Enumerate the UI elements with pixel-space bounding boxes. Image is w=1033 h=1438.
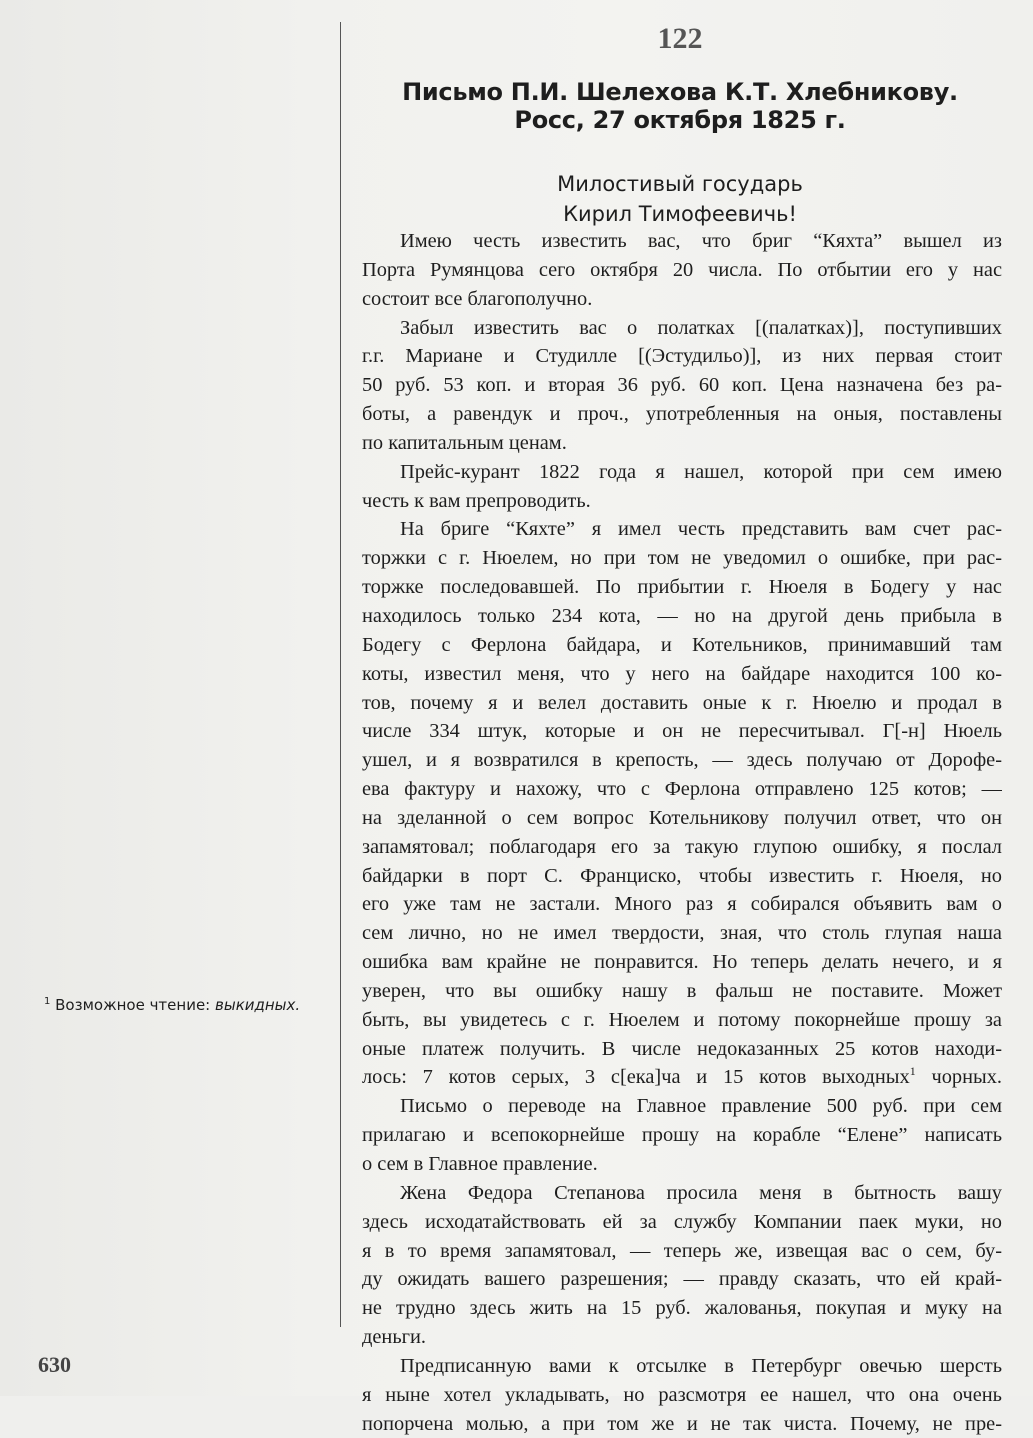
text-line xyxy=(362,1150,1002,1179)
text-line xyxy=(362,948,1002,977)
text-line-content: быть, вы увидетесь с г. Нюелем и потому покорнейше прошу за xyxy=(362,1008,1002,1031)
text-line-content: байдарки в порт С. Франциско, чтобы известить г. Нюеля, но xyxy=(362,864,1002,887)
text-line xyxy=(362,429,1002,458)
text-line xyxy=(362,256,1002,285)
text-line-content: Жена Федора Степанова просила меня в бытность вашу xyxy=(400,1181,1002,1204)
letter-body xyxy=(362,227,1002,1438)
footnote-text: Возможное чтение: xyxy=(50,996,216,1014)
document-number: 122 xyxy=(657,22,703,55)
text-line-content: Предписанную вами к отсылке в Петербург овечью шерсть xyxy=(400,1354,1002,1377)
text-line-content: находилось только 234 кота, — но на другой день прибыла в xyxy=(362,604,1002,627)
text-line xyxy=(362,342,1002,371)
text-line-content: о сем в Главное правление. xyxy=(362,1153,598,1175)
text-line xyxy=(362,458,1002,487)
text-line-content: попорчена молью, а при том же и не так чиста. Почему, не пре- xyxy=(362,1412,1002,1435)
text-line xyxy=(362,862,1002,891)
text-line-content: коты, известил меня, что у него на байдаре находится 100 ко- xyxy=(362,662,1002,685)
footnote xyxy=(44,992,334,1015)
text-line-content: уверен, что вы ошибку нашу в фальш не поставите. Может xyxy=(362,979,1002,1002)
text-line xyxy=(362,1294,1002,1323)
text-line-content: на зделанной о сем вопрос Котельникову получил ответ, что он xyxy=(362,806,1002,829)
text-line-content: сем лично, но не имел твердости, зная, что столь глупая наша xyxy=(362,922,1002,945)
text-line-content: прилагаю и всепокорнейше прошу на корабле “Елене” написать xyxy=(362,1124,1002,1147)
text-line-content: числе 334 штук, которые и он не пересчитывал. Г[-н] Нюель xyxy=(362,720,1002,743)
text-line-content: Письмо о переводе на Главное правление 500 руб. при сем xyxy=(400,1095,1002,1118)
text-line xyxy=(362,1006,1002,1035)
text-line-content: ушел, и я возвратился в крепость, — здесь получаю от Дорофе- xyxy=(362,749,1002,772)
text-line xyxy=(362,1381,1002,1410)
text-line-content: Прейс-курант 1822 года я нашел, которой при сем имею xyxy=(400,460,1002,483)
text-line-content: ева фактуру и нахожу, что с Ферлона отправлено 125 котов; — xyxy=(362,778,1002,801)
text-line xyxy=(362,775,1002,804)
text-line-content: г.г. Мариане и Студилле [(Эстудильо)], из них первая стоит xyxy=(362,345,1002,368)
text-line xyxy=(362,660,1002,689)
title-line-1: Письмо П.И. Шелехова К.Т. Хлебникову. xyxy=(402,78,958,106)
text-line-content: торжке последовавшей. По прибытии г. Нюеля в Бодегу у нас xyxy=(362,576,1002,599)
text-line-content: На бриге “Кяхте” я имел честь представить вам счет рас- xyxy=(400,518,1002,541)
column-rule xyxy=(340,22,341,1327)
text-line xyxy=(362,804,1002,833)
text-line-content: 50 руб. 53 коп. и вторая 36 руб. 60 коп. Цена назначена без ра- xyxy=(362,374,1002,397)
text-line-content: деньги. xyxy=(362,1326,427,1349)
text-line xyxy=(362,919,1002,948)
text-line-content: боты, а равендук и проч., употребленныя на оныя, поставлены xyxy=(362,403,1002,426)
text-line xyxy=(362,227,1002,256)
text-line-content: я ныне хотел укладывать, но разсмотря ее нашел, что она очень xyxy=(362,1383,1002,1406)
page-number: 630 xyxy=(38,1352,71,1377)
text-line xyxy=(362,1092,1002,1121)
text-line-content: тов, почему я и велел доставить оные к г. Нюелю и продал в xyxy=(362,691,1002,714)
text-line-content: Имею честь известить вас, что бриг “Кяхта” вышел из xyxy=(400,230,1002,252)
text-line xyxy=(362,1035,1002,1064)
text-line-content: ду ожидать вашего разрешения; — правду сказать, что ей край- xyxy=(362,1268,1002,1291)
text-line-content: Порта Румянцова сего октября 20 числа. По отбытии его у нас xyxy=(362,258,1002,281)
title-line-2: Росс, 27 октября 1825 г. xyxy=(514,106,846,134)
text-line-content: Забыл известить вас о полатках [(палатках)], поступивших xyxy=(400,316,1002,339)
text-line-tail: чорных. xyxy=(915,1066,1002,1089)
text-line xyxy=(362,314,1002,343)
text-line xyxy=(362,890,1002,919)
text-line xyxy=(362,1237,1002,1266)
footnote-reference: 1 xyxy=(909,1064,916,1079)
text-line-content: я в то время запамятовал, — теперь же, извещая вас о сем, бу- xyxy=(362,1239,1002,1262)
text-line xyxy=(362,371,1002,400)
text-line xyxy=(362,1323,1002,1352)
text-line xyxy=(362,573,1002,602)
text-line-content: здесь исходатайствовать ей за службу Компании паек муки, но xyxy=(362,1210,1002,1233)
text-line-content: честь к вам препроводить. xyxy=(362,489,591,512)
text-line-content: запамятовал; поблагодаря его за такую глупою ошибку, я послал xyxy=(362,835,1002,858)
text-line xyxy=(362,717,1002,746)
text-line xyxy=(362,1410,1002,1438)
text-line-content: торжки с г. Нюелем, но при том не уведомил о ошибке, при рас- xyxy=(362,547,1002,570)
text-line xyxy=(362,631,1002,660)
text-line xyxy=(362,285,1002,314)
text-line xyxy=(362,400,1002,429)
text-line xyxy=(362,1208,1002,1237)
footnote-italic-text: выкидных. xyxy=(215,996,301,1014)
text-line xyxy=(362,1352,1002,1381)
text-line xyxy=(362,1265,1002,1294)
salutation-line-1: Милостивый государь xyxy=(557,172,803,196)
text-line xyxy=(362,977,1002,1006)
text-line-content: состоит все благополучно. xyxy=(362,287,593,310)
text-line-content: не трудно здесь жить на 15 руб. жалованья, покупая и муку на xyxy=(362,1297,1002,1320)
text-line xyxy=(362,1179,1002,1208)
text-line xyxy=(362,602,1002,631)
text-line xyxy=(362,1121,1002,1150)
text-line-content: Бодегу с Ферлона байдара, и Котельников, принимавший там xyxy=(362,633,1002,656)
text-line-content: по капитальным ценам. xyxy=(362,431,567,454)
text-line xyxy=(362,689,1002,718)
text-line-content: лось: 7 котов серых, 3 с[ека]ча и 15 котов выходных xyxy=(362,1066,910,1089)
salutation xyxy=(380,169,980,229)
text-line xyxy=(362,1063,1002,1092)
text-line xyxy=(362,487,1002,516)
footnote-marker: 1 xyxy=(44,996,51,1007)
text-line-content: оные платеж получить. В числе недоказанных 25 котов находи- xyxy=(362,1037,1002,1060)
text-line-content: его уже там не застали. Много раз я собирался объявить вам о xyxy=(362,893,1002,916)
text-line xyxy=(362,544,1002,573)
text-line-content: ошибка вам крайне не понравится. Но теперь делать нечего, и я xyxy=(362,951,1002,974)
text-line xyxy=(362,746,1002,775)
letter-title xyxy=(380,78,980,134)
text-line xyxy=(362,515,1002,544)
text-line xyxy=(362,833,1002,862)
salutation-line-2: Кирил Тимофеевичь! xyxy=(563,202,797,226)
